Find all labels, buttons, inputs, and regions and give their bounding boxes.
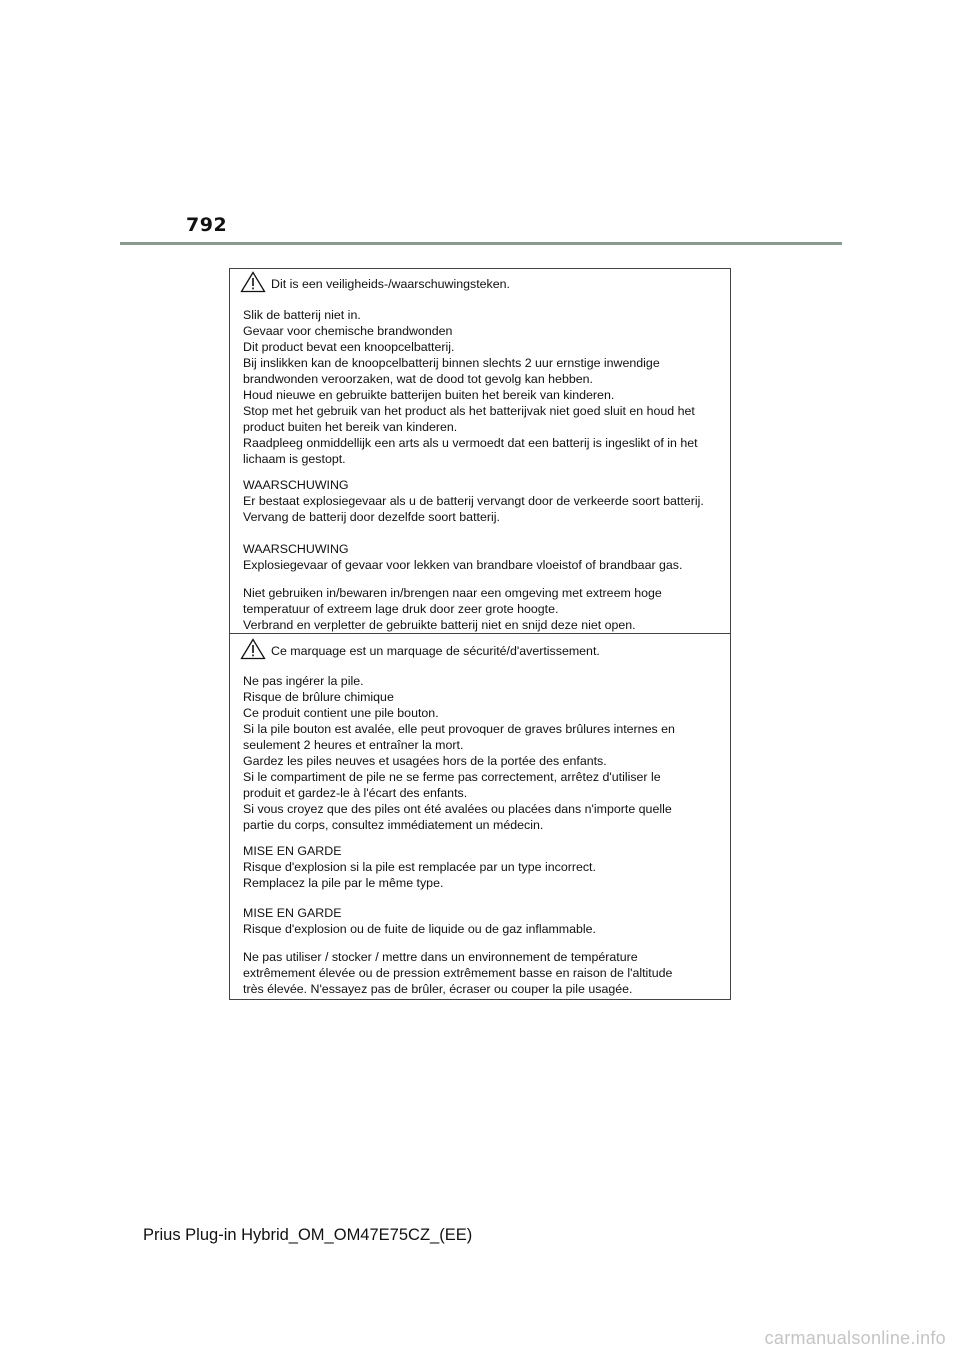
text-line: partie du corps, consultez immédiatement un médecin. <box>243 818 544 832</box>
french-block-mise-en-garde-replacement <box>243 843 726 891</box>
text-line: lichaam is gestopt. <box>243 452 346 466</box>
text-line: seulement 2 heures et entraîner la mort. <box>243 738 464 752</box>
text-line: brandwonden veroorzaken, wat de dood tot gevolg kan hebben. <box>243 372 593 386</box>
text-line: Houd nieuwe en gebruikte batterijen buiten het bereik van kinderen. <box>243 388 615 402</box>
dutch-block-warning-replacement <box>243 477 726 525</box>
text-line: Si la pile bouton est avalée, elle peut provoquer de graves brûlures internes en <box>243 722 675 736</box>
text-line: Bij inslikken kan de knoopcelbatterij binnen slechts 2 uur ernstige inwendige <box>243 356 660 370</box>
text-line: Stop met het gebruik van het product als het batterijvak niet goed sluit en houd het <box>243 404 695 418</box>
text-line: Ne pas utiliser / stocker / mettre dans un environnement de température <box>243 950 638 964</box>
text-line: Gevaar voor chemische brandwonden <box>243 324 453 338</box>
text-line: produit et gardez-le à l'écart des enfants. <box>243 786 468 800</box>
text-line: Er bestaat explosiegevaar als u de batterij vervangt door de verkeerde soort batterij. <box>243 494 704 508</box>
text-line: temperatuur of extreem lage druk door zeer grote hoogte. <box>243 602 559 616</box>
dutch-block-ingestion <box>243 307 726 467</box>
dutch-heading-row <box>240 271 510 293</box>
text-line: Ce produit contient une pile bouton. <box>243 706 439 720</box>
french-block-ingestion <box>243 673 726 833</box>
dutch-warning-section <box>230 269 730 633</box>
text-line: Si le compartiment de pile ne se ferme pas correctement, arrêtez d'utiliser le <box>243 770 661 784</box>
text-line: Gardez les piles neuves et usagées hors de la portée des enfants. <box>243 754 607 768</box>
text-line: Remplacez la pile par le même type. <box>243 876 444 890</box>
text-line: Ne pas ingérer la pile. <box>243 674 364 688</box>
text-line: Dit product bevat een knoopcelbatterij. <box>243 340 455 354</box>
text-line: extrêmement élevée ou de pression extrêmement basse en raison de l'altitude <box>243 966 673 980</box>
text-line: Slik de batterij niet in. <box>243 308 361 322</box>
text-line: Risque d'explosion si la pile est remplacée par un type incorrect. <box>243 860 596 874</box>
text-line: Niet gebruiken in/bewaren in/brengen naar een omgeving met extreem hoge <box>243 586 662 600</box>
text-line: WAARSCHUWING <box>243 478 349 492</box>
dutch-block-environment <box>243 585 726 633</box>
warning-label-box <box>229 268 731 1000</box>
watermark: carmanualsonline.info <box>764 1328 946 1348</box>
text-line: WAARSCHUWING <box>243 542 349 556</box>
french-block-mise-en-garde-explosion <box>243 905 726 937</box>
text-line: Raadpleeg onmiddellijk een arts als u vermoedt dat een batterij is ingeslikt of in het <box>243 436 698 450</box>
text-line: Explosiegevaar of gevaar voor lekken van brandbare vloeistof of brandbaar gas. <box>243 558 683 572</box>
page-number: 792 <box>186 214 228 236</box>
text-line: Si vous croyez que des piles ont été avalées ou placées dans n'importe quelle <box>243 802 672 816</box>
french-heading-row <box>240 638 600 660</box>
french-heading: Ce marquage est un marquage de sécurité/d'avertissement. <box>271 644 600 658</box>
french-warning-section <box>230 633 730 999</box>
text-line: product buiten het bereik van kinderen. <box>243 420 458 434</box>
text-line: Verbrand en verpletter de gebruikte batterij niet en snijd deze niet open. <box>243 618 636 632</box>
dutch-block-warning-explosion <box>243 541 726 573</box>
document-footer: Prius Plug-in Hybrid_OM_OM47E75CZ_(EE) <box>143 1226 473 1244</box>
warning-triangle-icon <box>240 271 266 293</box>
text-line: Vervang de batterij door dezelfde soort batterij. <box>243 510 500 524</box>
warning-triangle-icon <box>240 638 266 660</box>
text-line: très élevée. N'essayez pas de brûler, écraser ou couper la pile usagée. <box>243 982 633 996</box>
french-block-environment <box>243 949 726 997</box>
text-line: Risque de brûlure chimique <box>243 690 394 704</box>
text-line: MISE EN GARDE <box>243 906 342 920</box>
text-line: Risque d'explosion ou de fuite de liquide ou de gaz inflammable. <box>243 922 596 936</box>
dutch-heading: Dit is een veiligheids-/waarschuwingsteken. <box>271 277 510 291</box>
text-line: MISE EN GARDE <box>243 844 342 858</box>
header-rule <box>120 242 842 245</box>
